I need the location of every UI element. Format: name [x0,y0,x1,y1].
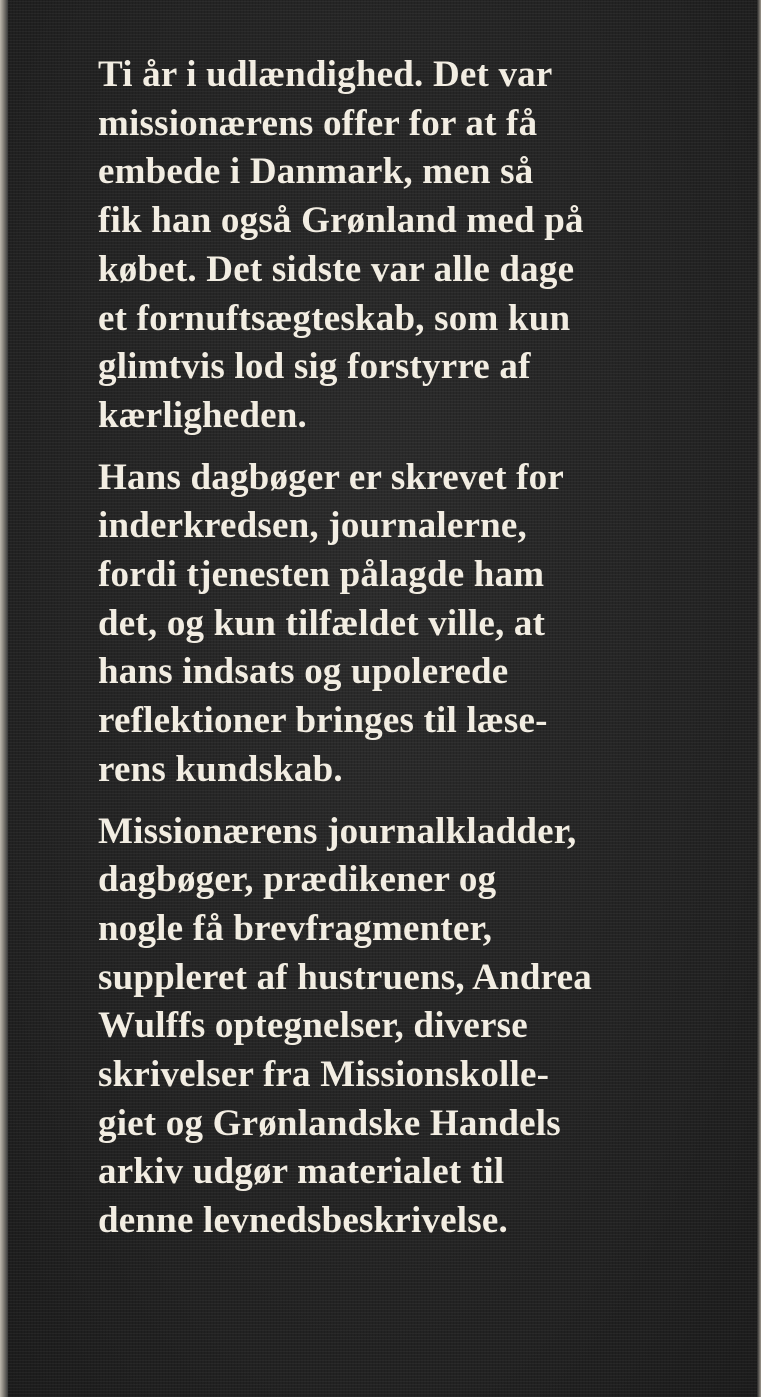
blurb-line: hans indsats og upolerede [98,651,509,693]
blurb-line: giet og Grønlandske Handels [98,1102,561,1144]
blurb-line: reflektioner bringes til læse- [98,700,548,742]
blurb-line: arkiv udgør materialet til [98,1151,505,1193]
cover-left-edge [0,0,8,1397]
blurb-line: missionærens offer for at få [98,102,538,144]
blurb-line: et fornuftsægteskab, som kun [98,297,571,339]
blurb-line: købet. Det sidste var alle dage [98,248,575,290]
blurb-paragraph-2 [98,454,698,795]
blurb-line: inderkredsen, journalerne, [98,505,527,547]
blurb-line: Hans dagbøger er skrevet for [98,456,565,498]
blurb-paragraph-3 [98,808,698,1246]
blurb-line: glimtvis lod sig forstyrre af [98,346,531,388]
blurb-line: det, og kun tilfældet ville, at [98,602,546,644]
blurb-line: denne levnedsbeskrivelse. [98,1200,508,1242]
blurb-line: suppleret af hustruens, Andrea [98,956,592,998]
blurb-text [98,51,698,1259]
blurb-line: fordi tjenesten pålagde ham [98,554,545,596]
blurb-line: Wulffs optegnelser, diverse [98,1005,528,1047]
blurb-line: nogle få brevfragmenter, [98,907,493,949]
blurb-line: skrivelser fra Missionskolle- [98,1054,550,1096]
blurb-line: embede i Danmark, men så [98,151,534,193]
blurb-line: kærligheden. [98,394,308,436]
cover-right-edge [757,0,761,1397]
blurb-line: rens kundskab. [98,748,343,790]
blurb-paragraph-1 [98,51,698,441]
blurb-line: Missionærens journalkladder, [98,810,577,852]
blurb-line: fik han også Grønland med på [98,200,584,242]
blurb-line: Ti år i udlændighed. Det var [98,54,553,95]
blurb-line: dagbøger, prædikener og [98,859,497,901]
